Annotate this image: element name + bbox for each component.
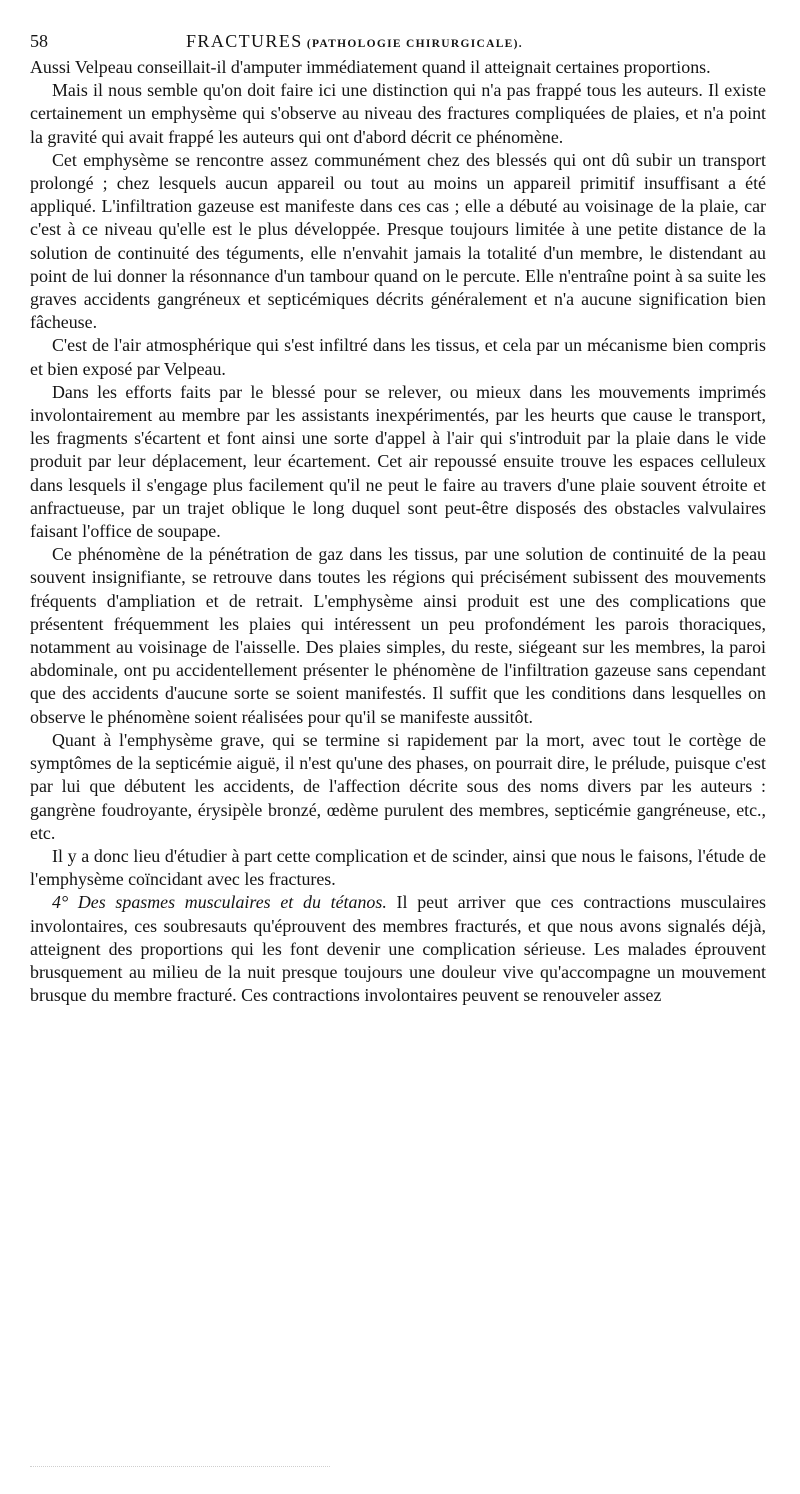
paragraph-4: C'est de l'air atmosphérique qui s'est infiltré dans les tissus, et cela par un mécanisme bien compris et bien exposé par Velpeau. — [30, 335, 766, 379]
body-text — [30, 56, 766, 1007]
running-subtitle-text: (PATHOLOGIE CHIRURGICALE). — [306, 38, 523, 50]
running-title: FRACTURES — [186, 31, 303, 51]
paragraph-2: Mais il nous semble qu'on doit faire ici une distinction qui n'a pas frappé tous les auteurs. Il existe certainement un emphysème qui s'observe au niveau des fractures compliquées de plaies, et n'a point la gravité qui avait frappé les auteurs qui ont d'abord décrit ce phénomène. — [30, 80, 766, 147]
running-header — [30, 30, 766, 56]
paragraph-6: Ce phénomène de la pénétration de gaz dans les tissus, par une solution de continuité de la peau souvent insignifiante, se retrouve dans toutes les régions qui précisément subissent des mouvements fréquents d'ampliation et de retrait. L'emphysème ainsi produit est une des complications que présentent fréquemment les plaies qui intéressent un peu profondément les parois thoraciques, notamment au voisinage de l'aisselle. Des plaies simples, du reste, siégeant sur les membres, la paroi abdominale, ont pu accidentellement présenter le phénomène de l'infiltration gazeuse sans cependant que des accidents d'aucune sorte se soient manifestés. Il suffit que les conditions dans lesquelles on observe le phénomène soient réalisées pour qu'il se manifeste aussitôt. — [30, 544, 766, 727]
section-tetanos — [30, 891, 766, 1007]
running-subtitle — [303, 33, 523, 56]
paragraph-8: Il y a donc lieu d'étudier à part cette complication et de scinder, ainsi que nous le faisons, l'étude de l'emphysème coïncidant avec les fractures. — [30, 845, 766, 890]
section-body: Il peut arriver que ces contractions musculaires involontaires, ces soubresauts qu'éprouvent des membres fracturés, et que nous avons signalés déjà, atteignent des proportions qui les font devenir une complication sérieuse. Les malades éprouvent brusquement au milieu de la nuit presque toujours une douleur vive qu'accompagne un mouvement brusque du membre fracturé. Ces contractions involontaires peuvent se renouveler assez — [30, 892, 767, 1006]
paragraph-5: Dans les efforts faits par le blessé pour se relever, ou mieux dans les mouvements imprimés involontairement au membre par les assistants inexpérimentés, par les heurts que cause le transport, les fragments s'écartent et font ainsi une sorte d'appel à l'air qui s'introduit par la plaie dans le vide produit par leur déplacement, leur écartement. Cet air repoussé ensuite trouve les espaces celluleux dans lesquels il s'engage plus facilement qu'il ne peut le faire au travers d'une plaie souvent étroite et anfractueuse, par un trajet oblique le long duquel sont peut-être disposés des obstacles valvulaires faisant l'office de soupape. — [30, 381, 766, 542]
paragraph-1: Aussi Velpeau conseillait-il d'amputer immédiatement quand il atteignait certaines proportions. — [30, 57, 711, 77]
paragraph-3: Cet emphysème se rencontre assez communément chez des blessés qui ont dû subir un transport prolongé ; chez lesquels aucun appareil ou tout au moins un appareil primitif insuffisant a été appliqué. L'infiltration gazeuse est manifeste dans ces cas ; elle a débuté au voisinage de la plaie, car c'est à ce niveau qu'elle est le plus développée. Presque toujours limitée à une petite distance de la solution de continuité des téguments, elle n'envahit jamais la totalité d'un membre, le distendant au point de lui donner la résonnance d'un tambour quand on le percute. Elle n'entraîne point à sa suite les graves accidents gangréneux et septicémiques décrits généralement et n'a aucune signification bien fâcheuse. — [30, 149, 766, 333]
page-number: 58 — [30, 31, 48, 51]
book-page — [30, 30, 766, 1007]
section-heading: 4° Des spasmes musculaires et du tétanos. — [52, 892, 387, 913]
paragraph-7: Quant à l'emphysème grave, qui se termine si rapidement par la mort, avec tout le cortège de symptômes de la septicémie aiguë, il n'est qu'une des phases, on pourrait dire, le prélude, puisque c'est par lui que débutent les accidents, de l'affection décrite sous des noms divers par les auteurs : gangrène foudroyante, érysipèle bronzé, œdème purulent des membres, septicémie gangréneuse, etc., etc. — [30, 729, 766, 843]
bottom-rule — [30, 1466, 330, 1467]
